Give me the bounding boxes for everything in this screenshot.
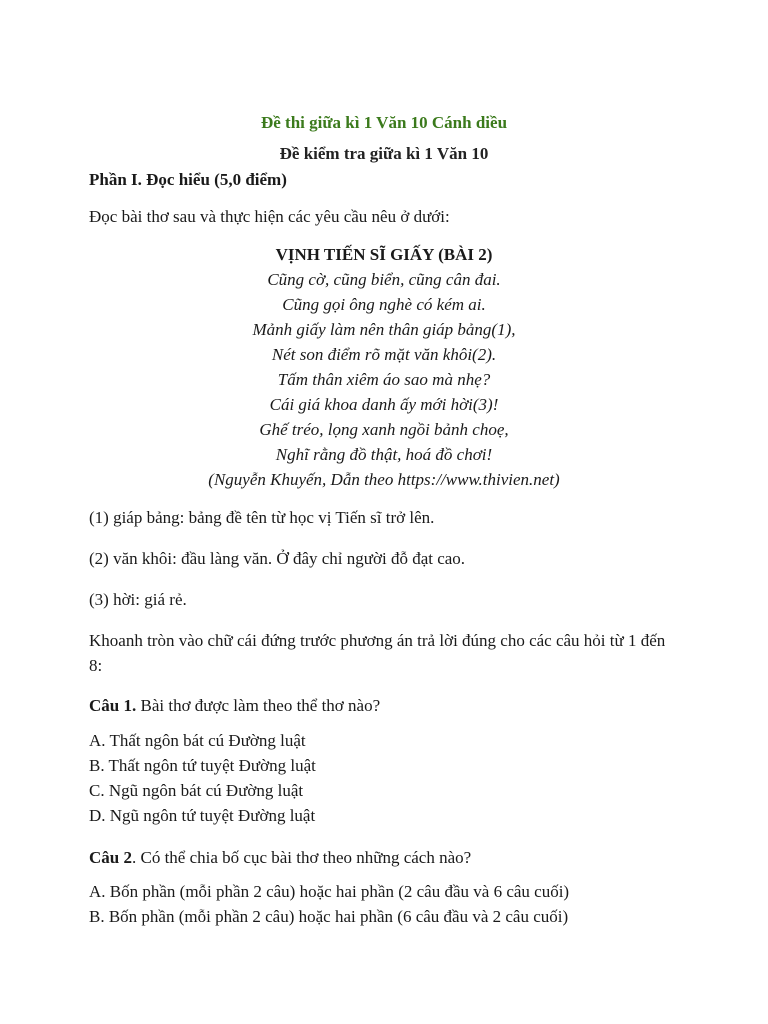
question-2-options <box>89 879 729 929</box>
poem-line: Nét son điểm rõ mặt văn khôi(2). <box>271 345 497 364</box>
question-label: Câu 1. <box>89 696 137 715</box>
question-2 <box>89 845 689 870</box>
answer-option[interactable]: A. Thất ngôn bát cú Đường luật <box>89 731 306 750</box>
poem-line: Nghĩ rằng đồ thật, hoá đồ chơi! <box>275 445 493 464</box>
question-label: Câu 2 <box>89 848 132 867</box>
poem-line: Ghế tréo, lọng xanh ngồi bảnh choẹ, <box>259 420 509 439</box>
section-heading: Phần I. Đọc hiểu (5,0 điểm) <box>89 170 287 189</box>
document-subtitle: Đề kiểm tra giữa kì 1 Văn 10 <box>279 144 489 163</box>
answer-option[interactable]: D. Ngũ ngôn tứ tuyệt Đường luật <box>89 806 316 825</box>
poem-line: Cũng gọi ông nghè có kém ai. <box>282 295 486 314</box>
footnote: (1) giáp bảng: bảng đề tên từ học vị Tiến sĩ trở lên. <box>89 508 435 527</box>
poem-line: Cũng cờ, cũng biển, cũng cân đai. <box>267 270 501 289</box>
question-text: . Có thể chia bố cục bài thơ theo những cách nào? <box>131 848 472 867</box>
answer-option[interactable]: B. Bốn phần (mỗi phần 2 câu) hoặc hai phần (6 câu đầu và 2 câu cuối) <box>89 907 569 926</box>
reading-instruction: Đọc bài thơ sau và thực hiện các yêu cầu nêu ở dưới: <box>89 207 450 226</box>
question-1-options <box>89 728 689 828</box>
question-text: Bài thơ được làm theo thể thơ nào? <box>136 696 381 715</box>
question-1 <box>89 693 689 718</box>
answer-option[interactable]: B. Thất ngôn tứ tuyệt Đường luật <box>89 756 316 775</box>
answer-option[interactable]: C. Ngũ ngôn bát cú Đường luật <box>89 781 304 800</box>
answer-option[interactable]: A. Bốn phần (mỗi phần 2 câu) hoặc hai phần (2 câu đầu và 6 câu cuối) <box>89 882 570 901</box>
poem-line: Cái giá khoa danh ấy mới hời(3)! <box>269 395 499 414</box>
footnote: (3) hời: giá rẻ. <box>89 590 187 609</box>
task-instruction: Khoanh tròn vào chữ cái đứng trước phương án trả lời đúng cho các câu hỏi từ 1 đến 8: <box>89 631 666 675</box>
footnote: (2) văn khôi: đầu làng văn. Ở đây chỉ người đỗ đạt cao. <box>89 549 466 568</box>
document-title: Đề thi giữa kì 1 Văn 10 Cánh diều <box>260 113 508 132</box>
poem-line: Tấm thân xiêm áo sao mà nhẹ? <box>277 370 491 389</box>
poem-body <box>0 267 768 492</box>
poem-line: Mảnh giấy làm nên thân giáp bảng(1), <box>252 320 516 339</box>
poem-source: (Nguyễn Khuyến, Dẫn theo https://www.thivien.net) <box>208 470 560 489</box>
poem-title: VỊNH TIẾN SĨ GIẤY (BÀI 2) <box>275 245 493 264</box>
